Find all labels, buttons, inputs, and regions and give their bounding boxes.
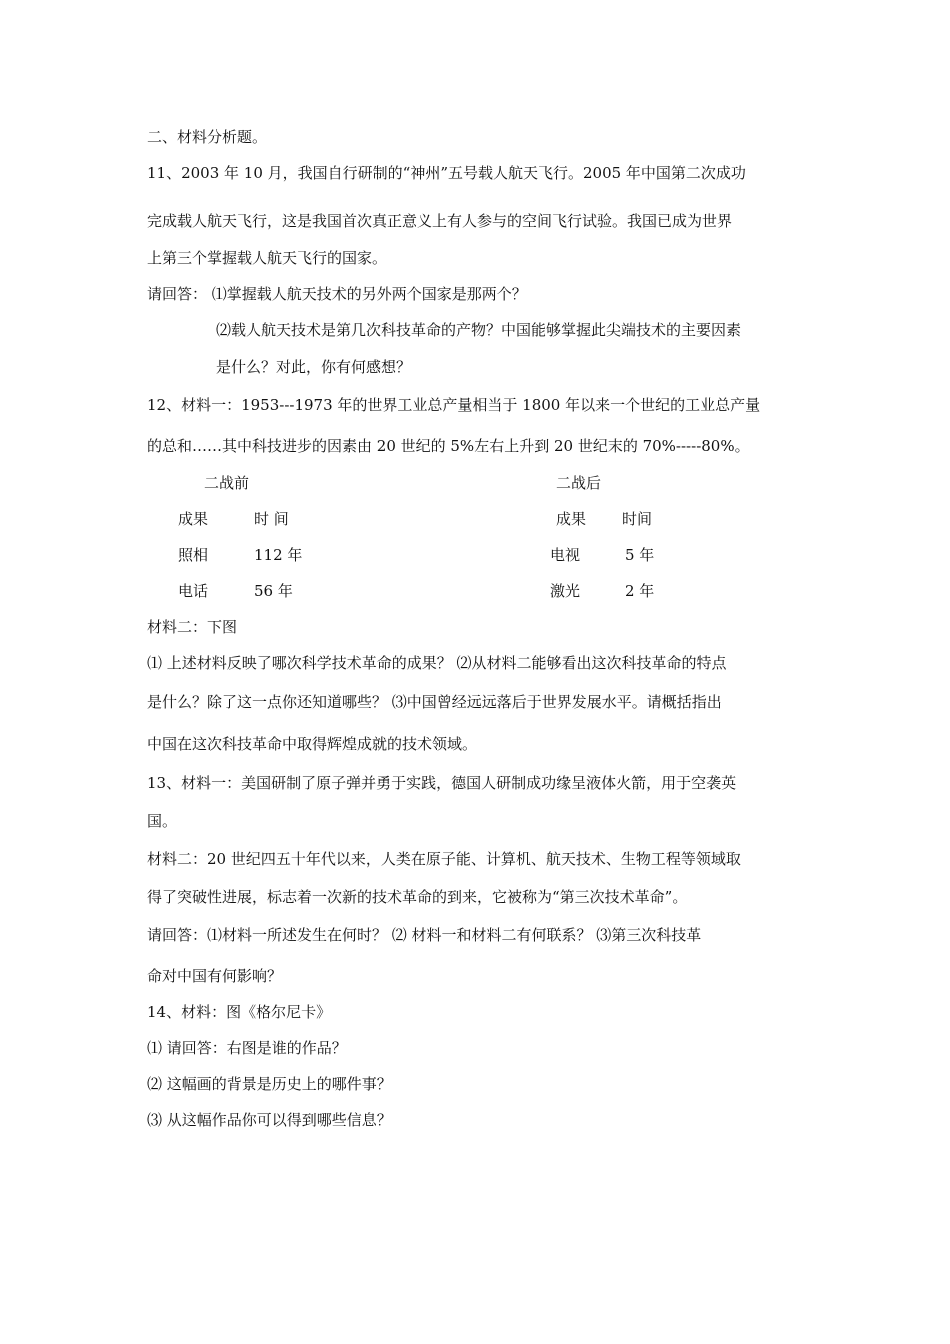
q14-line-1: 14、材料：图《格尔尼卡》 xyxy=(147,1003,332,1021)
q13-line-2: 国。 xyxy=(147,812,178,830)
q12-question-line-1: ⑴ 上述材料反映了哪次科学技术革命的成果？ ⑵从材料二能够看出这次科技革命的特点 xyxy=(147,654,727,672)
result-column-header: 成果 xyxy=(556,510,587,528)
table-cell-item: 激光 xyxy=(550,582,581,600)
section-title: 二、材料分析题。 xyxy=(147,128,268,146)
table-cell-time: 56 年 xyxy=(254,582,293,600)
table-cell-item: 电视 xyxy=(550,546,581,564)
q11-question-2b: 是什么？对此，你有何感想？ xyxy=(216,358,412,376)
q12-question-line-3: 中国在这次科技革命中取得辉煌成就的技术领域。 xyxy=(147,735,478,753)
q14-question-3: ⑶ 从这幅作品你可以得到哪些信息？ xyxy=(147,1111,392,1129)
q13-question-line-2: 命对中国有何影响？ xyxy=(147,967,283,985)
q13-line-3: 材料二：20 世纪四五十年代以来，人类在原子能、计算机、航天技术、生物工程等领域取 xyxy=(147,850,741,868)
q13-question-line-1: 请回答：⑴材料一所述发生在何时？ ⑵ 材料一和材料二有何联系？ ⑶第三次科技革 xyxy=(147,926,702,944)
after-war-header: 二战后 xyxy=(556,474,602,492)
time-column-header: 时 间 xyxy=(254,510,289,528)
q12-material-2: 材料二：下图 xyxy=(147,618,238,636)
q11-question-1: 请回答： ⑴掌握载人航天技术的另外两个国家是那两个？ xyxy=(147,285,527,303)
table-cell-time: 5 年 xyxy=(625,546,655,564)
before-war-header: 二战前 xyxy=(204,474,250,492)
q11-line-3: 上第三个掌握载人航天飞行的国家。 xyxy=(147,249,388,267)
q12-line-2: 的总和……其中科技进步的因素由 20 世纪的 5%左右上升到 20 世纪末的 70%-----80%。 xyxy=(147,437,750,455)
q11-question-2a: ⑵载人航天技术是第几次科技革命的产物？中国能够掌握此尖端技术的主要因素 xyxy=(216,321,742,339)
table-cell-item: 照相 xyxy=(178,546,209,564)
table-cell-item: 电话 xyxy=(178,582,209,600)
q13-line-1: 13、材料一：美国研制了原子弹并勇于实践，德国人研制成功缘呈液体火箭，用于空袭英 xyxy=(147,774,737,792)
q14-question-2: ⑵ 这幅画的背景是历史上的哪件事？ xyxy=(147,1075,392,1093)
q12-line-1: 12、材料一：1953---1973 年的世界工业总产量相当于 1800 年以来一个世纪的工业总产量 xyxy=(147,396,761,414)
result-column-header: 成果 xyxy=(178,510,209,528)
q12-question-line-2: 是什么？除了这一点你还知道哪些？ ⑶中国曾经远远落后于世界发展水平。请概括指出 xyxy=(147,693,722,711)
table-cell-time: 112 年 xyxy=(254,546,303,564)
q13-line-4: 得了突破性进展，标志着一次新的技术革命的到来，它被称为“第三次技术革命”。 xyxy=(147,888,688,906)
table-cell-time: 2 年 xyxy=(625,582,655,600)
q14-question-1: ⑴ 请回答：右图是谁的作品？ xyxy=(147,1039,347,1057)
q11-line-1: 11、2003 年 10 月，我国自行研制的“神州”五号载人航天飞行。2005 年中国第二次成功 xyxy=(147,164,746,182)
time-column-header: 时间 xyxy=(622,510,653,528)
q11-line-2: 完成载人航天飞行，这是我国首次真正意义上有人参与的空间飞行试验。我国已成为世界 xyxy=(147,212,733,230)
